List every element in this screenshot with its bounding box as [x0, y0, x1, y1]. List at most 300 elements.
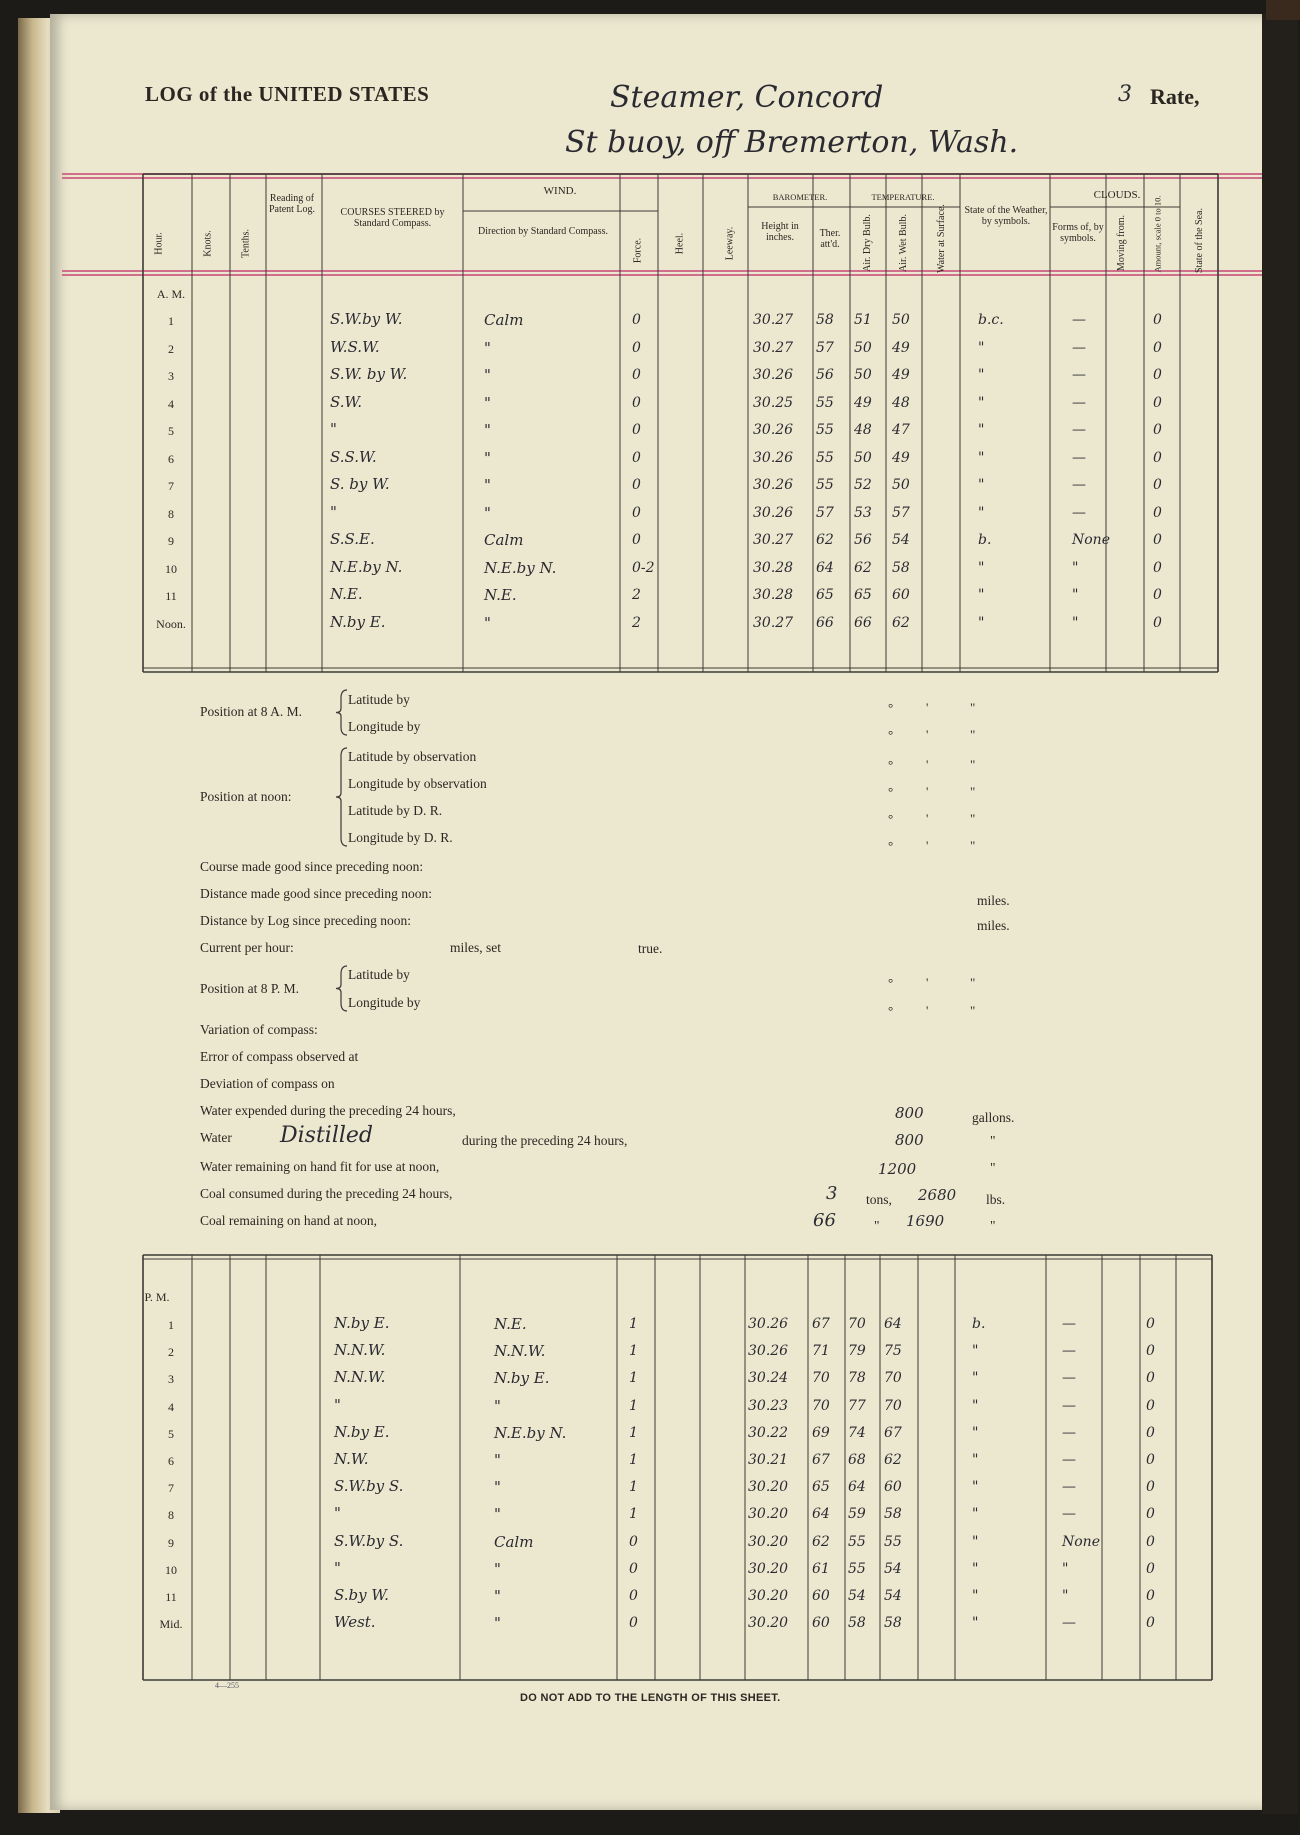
am-baro-cell: 30.26	[753, 504, 794, 521]
am-force-cell: 0	[632, 312, 641, 328]
am-wet-cell: 49	[892, 449, 910, 466]
am-weather-cell: "	[978, 614, 985, 631]
pm-ther-cell: 70	[812, 1397, 830, 1414]
pm-course-cell: "	[334, 1504, 341, 1523]
pm-course-cell: N.by E.	[334, 1314, 390, 1332]
pm-ther-cell: 60	[812, 1615, 830, 1632]
am-wind-dir-cell: Calm	[484, 311, 524, 329]
am-baro-cell: 30.26	[753, 422, 794, 438]
am-course-cell: S.W.	[330, 392, 363, 411]
pm-baro-cell: 30.22	[748, 1424, 789, 1441]
coal-remaining-lbs: 1690	[906, 1212, 945, 1230]
am-dry-cell: 65	[854, 587, 872, 603]
col-barometer: BAROMETER.	[772, 192, 828, 202]
am-course-cell: "	[330, 502, 337, 521]
pm-hour-cell: 10	[165, 1562, 177, 1577]
pm-course-cell: N.W.	[334, 1450, 369, 1468]
pm-forms-cell: None	[1062, 1533, 1100, 1550]
gallons-label: gallons.	[972, 1110, 1015, 1125]
pm-wet-cell: 54	[884, 1560, 902, 1577]
pm-wind-dir-cell: "	[494, 1614, 501, 1633]
pm-hour-cell: 3	[168, 1372, 174, 1387]
am-force-cell: 2	[632, 614, 641, 631]
col-tenths: Tenths.	[240, 228, 252, 259]
lon-by-8pm: Longitude by	[348, 995, 421, 1010]
dms-sec-mark: "	[970, 975, 976, 990]
am-wind-dir-cell: N.E.	[484, 586, 517, 604]
dms-sec-mark: "	[970, 1003, 976, 1018]
tons-label: tons,	[866, 1192, 892, 1207]
pm-dry-cell: 70	[848, 1316, 866, 1332]
pm-amount-cell: 0	[1146, 1533, 1155, 1550]
col-air-wet: Air. Wet Bulb.	[898, 214, 909, 272]
pm-force-cell: 0	[629, 1615, 638, 1632]
am-baro-cell: 30.27	[753, 614, 794, 631]
pm-amount-cell: 0	[1146, 1588, 1155, 1604]
am-weather-cell: "	[978, 504, 985, 521]
form-number: 4—255	[215, 1681, 239, 1690]
am-label: A. M.	[156, 287, 186, 301]
rate-label: Rate,	[1150, 84, 1200, 109]
dms-min-mark: '	[926, 838, 929, 853]
coal-remaining-ditto-lbs: "	[990, 1218, 996, 1233]
pm-course-cell: "	[334, 1558, 341, 1577]
pm-amount-cell: 0	[1146, 1370, 1155, 1387]
am-forms-cell: —	[1072, 394, 1086, 411]
am-weather-cell: "	[978, 449, 985, 466]
am-wind-dir-cell: "	[484, 613, 491, 632]
dms-min-mark: '	[926, 700, 929, 715]
am-wet-cell: 49	[892, 367, 910, 383]
am-ther-cell: 55	[816, 394, 834, 411]
am-amount-cell: 0	[1153, 339, 1162, 356]
am-dry-cell: 53	[854, 504, 872, 521]
am-forms-cell: —	[1072, 504, 1086, 521]
brace-8pm	[336, 966, 347, 1011]
pm-weather-cell: "	[972, 1615, 979, 1632]
dms-deg-mark: °	[888, 838, 894, 853]
am-force-cell: 0	[632, 394, 641, 411]
water-distilled-rest: during the preceding 24 hours,	[462, 1133, 628, 1148]
am-hour-cell: 4	[168, 396, 174, 411]
am-wind-dir-cell: N.E.by N.	[484, 558, 557, 577]
am-ther-cell: 64	[816, 559, 834, 576]
pm-hour-cell: 4	[168, 1399, 174, 1414]
pm-dry-cell: 79	[848, 1343, 866, 1360]
am-weather-cell: "	[978, 394, 985, 411]
pm-course-cell: S.W.by S.	[334, 1531, 404, 1550]
am-course-cell: W.S.W.	[330, 337, 380, 356]
am-course-cell: S.S.E.	[330, 530, 375, 548]
pm-baro-cell: 30.21	[748, 1452, 789, 1468]
coal-consumed-lbs: 2680	[918, 1186, 957, 1204]
water-label: Water	[200, 1130, 232, 1145]
pm-wind-dir-cell: "	[494, 1451, 501, 1469]
am-ther-cell: 62	[816, 532, 834, 548]
pm-dry-cell: 55	[848, 1560, 866, 1577]
dms-sec-mark: "	[970, 811, 976, 826]
am-wet-cell: 48	[892, 394, 910, 411]
pm-hour-cell: 7	[168, 1481, 174, 1496]
am-hour-cell: 6	[168, 451, 174, 466]
pm-weather-cell: "	[972, 1370, 979, 1387]
am-forms-cell: None	[1072, 532, 1110, 548]
lon-obs: Longitude by observation	[348, 776, 487, 791]
pm-dry-cell: 59	[848, 1506, 866, 1523]
dms-sec-mark: "	[970, 784, 976, 799]
am-hour-cell: 3	[168, 369, 174, 383]
am-weather-cell: "	[978, 477, 985, 493]
pm-weather-cell: "	[972, 1506, 979, 1523]
pm-ther-cell: 71	[812, 1343, 830, 1360]
pm-weather-cell: "	[972, 1343, 979, 1360]
pm-forms-cell: —	[1062, 1452, 1076, 1468]
water-remaining-value: 1200	[878, 1160, 917, 1178]
pm-forms-cell: —	[1062, 1615, 1076, 1632]
col-wind: WIND.	[543, 185, 577, 197]
am-wind-dir-cell: "	[484, 421, 491, 439]
error-compass: Error of compass observed at	[200, 1049, 359, 1064]
pm-dry-cell: 78	[848, 1370, 866, 1387]
am-wet-cell: 49	[892, 339, 910, 356]
am-hour-cell: 1	[168, 314, 174, 328]
am-amount-cell: 0	[1153, 394, 1162, 411]
am-course-cell: N.by E.	[330, 612, 386, 631]
pm-amount-cell: 0	[1146, 1397, 1155, 1414]
am-ther-cell: 57	[816, 339, 834, 356]
pm-label: P. M.	[144, 1290, 170, 1304]
pm-weather-cell: "	[972, 1479, 979, 1496]
current-true: true.	[638, 941, 663, 956]
am-baro-cell: 30.27	[753, 532, 794, 548]
coal-remaining-ditto-tons: "	[874, 1218, 880, 1233]
pm-wet-cell: 55	[884, 1533, 902, 1550]
am-force-cell: 0	[632, 532, 641, 548]
am-weather-cell: "	[978, 367, 985, 383]
pm-forms-cell: —	[1062, 1506, 1076, 1523]
pm-weather-cell: "	[972, 1588, 979, 1604]
pm-weather-cell: "	[972, 1452, 979, 1468]
am-amount-cell: 0	[1153, 587, 1162, 603]
water-distilled-value: 800	[895, 1131, 924, 1149]
pm-hour-cell: 11	[165, 1590, 177, 1604]
pm-ther-cell: 70	[812, 1370, 830, 1387]
am-forms-cell: "	[1072, 614, 1079, 631]
am-ther-cell: 58	[816, 312, 834, 328]
pm-dry-cell: 55	[848, 1533, 866, 1550]
pos-8am-label: Position at 8 A. M.	[200, 704, 303, 719]
pm-course-cell: S.by W.	[334, 1586, 389, 1604]
dms-sec-mark: "	[970, 727, 976, 742]
am-forms-cell: —	[1072, 312, 1086, 328]
water-expended-value: 800	[895, 1104, 924, 1122]
pm-weather-cell: "	[972, 1424, 979, 1441]
am-force-cell: 0	[632, 339, 641, 356]
am-hour-cell: 5	[168, 424, 174, 438]
am-amount-cell: 0	[1153, 559, 1162, 576]
pm-force-cell: 1	[629, 1452, 638, 1468]
pm-baro-cell: 30.23	[748, 1397, 789, 1414]
am-dry-cell: 48	[854, 422, 872, 438]
pm-forms-cell: —	[1062, 1397, 1076, 1414]
pm-wet-cell: 67	[884, 1424, 902, 1441]
am-hour-cell: 7	[168, 479, 174, 493]
lat-obs: Latitude by observation	[348, 749, 477, 764]
pm-weather-cell: "	[972, 1533, 979, 1550]
lon-dr: Longitude by D. R.	[348, 830, 453, 845]
am-course-cell: "	[330, 420, 337, 438]
water-distilled: Distilled	[280, 1123, 374, 1148]
dms-deg-mark: °	[888, 1003, 894, 1018]
am-ther-cell: 65	[816, 587, 834, 603]
am-baro-cell: 30.27	[753, 339, 794, 356]
col-clouds: CLOUDS.	[1093, 189, 1141, 201]
am-course-cell: S.S.W.	[330, 447, 377, 466]
am-course-cell: S.W.by W.	[330, 310, 403, 328]
am-dry-cell: 52	[854, 477, 872, 493]
pm-wind-dir-cell: "	[494, 1505, 501, 1524]
pm-wet-cell: 70	[884, 1370, 902, 1387]
col-heel: Heel.	[674, 232, 686, 255]
am-hour-cell: 11	[165, 589, 177, 603]
dms-min-mark: '	[926, 811, 929, 826]
pm-course-cell: N.by E.	[334, 1422, 390, 1441]
dms-deg-mark: °	[888, 757, 894, 772]
pm-baro-cell: 30.20	[748, 1588, 789, 1604]
pm-hour-cell: 1	[168, 1318, 174, 1332]
pm-forms-cell: "	[1062, 1588, 1069, 1604]
pm-forms-cell: "	[1062, 1560, 1069, 1577]
am-baro-cell: 30.26	[753, 449, 794, 466]
distance-made-miles: miles.	[977, 893, 1010, 908]
am-weather-cell: "	[978, 587, 985, 603]
am-wind-dir-cell: "	[484, 393, 491, 412]
am-baro-cell: 30.27	[753, 312, 794, 328]
am-force-cell: 2	[632, 587, 641, 603]
pm-amount-cell: 0	[1146, 1506, 1155, 1523]
pm-hour-cell: 8	[168, 1508, 174, 1523]
water-remaining: Water remaining on hand fit for use at noon,	[200, 1159, 440, 1174]
am-amount-cell: 0	[1153, 477, 1162, 493]
dms-min-mark: '	[926, 975, 929, 990]
dms-deg-mark: °	[888, 811, 894, 826]
pm-wet-cell: 58	[884, 1615, 902, 1632]
col-sea-state: State of the Sea.	[1194, 208, 1205, 273]
current-label: Current per hour:	[200, 940, 294, 955]
am-wind-dir-cell: "	[484, 338, 491, 357]
am-dry-cell: 62	[854, 559, 872, 576]
col-leeway: Leeway.	[724, 226, 736, 261]
water-expended: Water expended during the preceding 24 hours,	[200, 1103, 456, 1118]
pm-weather-cell: "	[972, 1560, 979, 1577]
pm-hour-cell: 2	[168, 1345, 174, 1360]
col-baro-height: Height in inches.	[761, 221, 799, 243]
pm-wind-dir-cell: N.E.by N.	[494, 1423, 567, 1442]
am-dry-cell: 50	[854, 367, 872, 383]
pm-hour-cell: 6	[168, 1454, 174, 1468]
col-knots: Knots.	[202, 230, 214, 257]
location-name: St buoy, off Bremerton, Wash.	[565, 125, 1019, 160]
am-dry-cell: 56	[854, 532, 872, 548]
pm-amount-cell: 0	[1146, 1343, 1155, 1360]
col-baro-ther: Ther. att'd.	[819, 228, 841, 250]
pm-ther-cell: 61	[812, 1560, 830, 1577]
pm-wind-dir-cell: "	[494, 1587, 501, 1605]
pm-forms-cell: —	[1062, 1370, 1076, 1387]
pm-wet-cell: 60	[884, 1479, 902, 1496]
col-air-dry: Air. Dry Bulb.	[862, 214, 873, 272]
col-temperature: TEMPERATURE.	[871, 192, 935, 202]
brace-noon	[336, 748, 347, 846]
pm-force-cell: 1	[629, 1479, 638, 1496]
pm-wet-cell: 70	[884, 1397, 902, 1414]
am-amount-cell: 0	[1153, 449, 1162, 466]
pm-amount-cell: 0	[1146, 1560, 1155, 1577]
am-force-cell: 0	[632, 367, 641, 383]
pm-forms-cell: —	[1062, 1343, 1076, 1360]
pm-wind-dir-cell: N.E.	[494, 1315, 527, 1333]
pm-amount-cell: 0	[1146, 1452, 1155, 1468]
am-hour-cell: 9	[168, 534, 174, 548]
pm-ther-cell: 62	[812, 1533, 830, 1550]
am-course-cell: S. by W.	[330, 475, 390, 493]
col-weather: State of the Weather, by symbols.	[964, 205, 1048, 227]
pm-force-cell: 1	[629, 1424, 638, 1441]
lbs-label: lbs.	[986, 1192, 1006, 1207]
am-course-cell: N.E.by N.	[330, 557, 403, 576]
am-wet-cell: 47	[892, 422, 910, 438]
pm-wind-dir-cell: Calm	[494, 1532, 534, 1551]
course-made: Course made good since preceding noon:	[200, 859, 424, 874]
pm-hour-cell: 5	[168, 1426, 174, 1441]
am-dry-cell: 66	[854, 614, 872, 631]
pm-wet-cell: 58	[884, 1506, 902, 1523]
pm-amount-cell: 0	[1146, 1615, 1155, 1632]
am-hour-cell: 8	[168, 506, 174, 521]
am-ther-cell: 66	[816, 614, 834, 631]
am-baro-cell: 30.26	[753, 477, 794, 493]
pm-amount-cell: 0	[1146, 1479, 1155, 1496]
am-forms-cell: —	[1072, 449, 1086, 466]
lon-by-8am: Longitude by	[348, 719, 421, 734]
pm-dry-cell: 54	[848, 1588, 866, 1604]
rate-number: 3	[1118, 82, 1132, 107]
pm-force-cell: 1	[629, 1370, 638, 1387]
am-forms-cell: —	[1072, 339, 1086, 356]
pm-baro-cell: 30.20	[748, 1560, 789, 1577]
am-amount-cell: 0	[1153, 422, 1162, 438]
pos-8pm-label: Position at 8 P. M.	[200, 981, 300, 996]
pm-forms-cell: —	[1062, 1316, 1076, 1332]
am-dry-cell: 51	[854, 312, 872, 328]
pm-weather-cell: "	[972, 1397, 979, 1414]
am-course-cell: S.W. by W.	[330, 365, 408, 383]
coal-consumed: Coal consumed during the preceding 24 hours,	[200, 1186, 453, 1201]
am-wind-dir-cell: "	[484, 448, 491, 467]
pm-forms-cell: —	[1062, 1479, 1076, 1496]
am-baro-cell: 30.26	[753, 367, 794, 383]
distance-log-miles: miles.	[977, 918, 1010, 933]
pos-noon-label: Position at noon:	[200, 789, 292, 804]
am-weather-cell: b.	[978, 532, 992, 548]
pm-course-cell: "	[334, 1395, 341, 1414]
pm-course-cell: West.	[334, 1613, 376, 1632]
current-miles-set: miles, set	[450, 940, 501, 955]
dms-min-mark: '	[926, 727, 929, 742]
am-forms-cell: —	[1072, 367, 1086, 383]
pm-hour-cell: Mid.	[159, 1617, 183, 1632]
pm-amount-cell: 0	[1146, 1316, 1155, 1332]
pm-wet-cell: 54	[884, 1588, 902, 1604]
pm-baro-cell: 30.20	[748, 1533, 789, 1550]
pm-hour-cell: 9	[168, 1535, 174, 1550]
pm-baro-cell: 30.26	[748, 1316, 789, 1332]
pm-wind-dir-cell: "	[494, 1478, 501, 1497]
am-weather-cell: b.c.	[978, 312, 1004, 328]
coal-remaining: Coal remaining on hand at noon,	[200, 1213, 377, 1228]
vessel-name: Steamer, Concord	[610, 80, 884, 115]
am-force-cell: 0-2	[632, 559, 655, 576]
pm-wind-dir-cell: N.by E.	[494, 1369, 550, 1388]
am-dry-cell: 49	[854, 394, 872, 411]
pm-force-cell: 1	[629, 1316, 638, 1332]
am-wind-dir-cell: "	[484, 476, 491, 494]
dms-deg-mark: °	[888, 784, 894, 799]
pm-baro-cell: 30.24	[748, 1370, 789, 1387]
pm-dry-cell: 77	[848, 1397, 866, 1414]
col-hour: Hour.	[153, 232, 165, 255]
am-hour-cell: Noon.	[156, 616, 186, 631]
am-forms-cell: "	[1072, 559, 1079, 576]
am-force-cell: 0	[632, 422, 641, 438]
pm-dry-cell: 58	[848, 1615, 866, 1632]
pm-dry-cell: 74	[848, 1424, 866, 1441]
col-patent-log: Reading of Patent Log.	[268, 193, 316, 215]
am-forms-cell: "	[1072, 587, 1079, 603]
pm-wet-cell: 75	[884, 1343, 902, 1360]
dms-sec-mark: "	[970, 757, 976, 772]
pm-force-cell: 0	[629, 1588, 638, 1604]
am-baro-cell: 30.25	[753, 394, 794, 411]
pm-wet-cell: 64	[884, 1316, 902, 1332]
am-wet-cell: 54	[892, 532, 910, 548]
dms-min-mark: '	[926, 784, 929, 799]
pm-force-cell: 0	[629, 1560, 638, 1577]
am-dry-cell: 50	[854, 339, 872, 356]
pm-wind-dir-cell: "	[494, 1396, 501, 1415]
pm-baro-cell: 30.20	[748, 1479, 789, 1496]
col-cloud-forms: Forms of, by symbols.	[1052, 222, 1104, 244]
pm-forms-cell: —	[1062, 1424, 1076, 1441]
am-course-cell: N.E.	[330, 585, 363, 603]
am-weather-cell: "	[978, 339, 985, 356]
col-cloud-amount: Amount, scale 0 to 10.	[1152, 195, 1163, 273]
dms-deg-mark: °	[888, 700, 894, 715]
pm-wind-dir-cell: N.N.W.	[494, 1342, 546, 1361]
pm-ther-cell: 60	[812, 1588, 830, 1604]
am-amount-cell: 0	[1153, 367, 1162, 383]
coal-consumed-tons: 3	[826, 1183, 838, 1204]
pm-course-cell: S.W.by S.	[334, 1477, 404, 1496]
col-wind-force: Force.	[632, 237, 644, 264]
footer-notice: DO NOT ADD TO THE LENGTH OF THIS SHEET.	[520, 1692, 781, 1704]
pm-dry-cell: 64	[848, 1479, 866, 1496]
pm-baro-cell: 30.20	[748, 1615, 789, 1632]
dms-sec-mark: "	[970, 700, 976, 715]
col-water-surface: Water at Surface.	[936, 204, 947, 273]
pm-baro-cell: 30.20	[748, 1506, 789, 1523]
am-amount-cell: 0	[1153, 614, 1162, 631]
